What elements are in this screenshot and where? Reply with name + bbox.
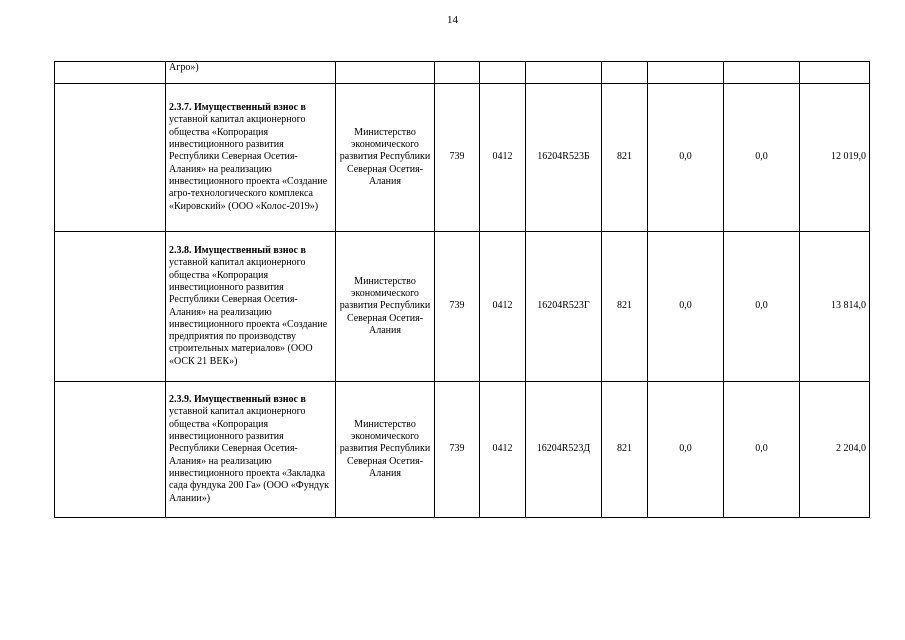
table-row bbox=[55, 62, 870, 84]
cell-code-gr: 739 bbox=[435, 84, 480, 232]
cell-amount-1: 0,0 bbox=[648, 232, 724, 382]
cell-code-cs: 16204R523Г bbox=[526, 232, 602, 382]
item-name-lead: 2.3.7. Имущественный взнос в bbox=[169, 102, 306, 114]
item-name-text: уставной капитал акционерного общества «Копрорация инвестиционного развития Республики Северная Осетия-Алания» на реализацию инвестиционного проекта «Создание агро-технологического комплекса «Кировский» (ООО «Колос-2019») bbox=[169, 114, 328, 212]
table-row bbox=[55, 232, 870, 382]
cell-amount-2 bbox=[724, 62, 800, 84]
cell-organization: Министерство экономического развития Республики Северная Осетия-Алания bbox=[336, 382, 435, 518]
item-name-text: уставной капитал акционерного общества «Копрорация инвестиционного развития Республики Северная Осетия-Алания» на реализацию инвестиционного проекта «Создание предприятия по производству строительных материалов» (ООО «ОСК 21 ВЕК») bbox=[169, 257, 328, 367]
cell-item-name bbox=[166, 84, 336, 232]
cell-code-rz bbox=[480, 62, 526, 84]
item-name-lead: 2.3.8. Имущественный взнос в bbox=[169, 245, 306, 257]
cell-organization bbox=[336, 62, 435, 84]
cell-amount-1: 0,0 bbox=[648, 84, 724, 232]
cell-amount-3: 13 814,0 bbox=[800, 232, 870, 382]
cell-amount-2: 0,0 bbox=[724, 382, 800, 518]
cell-number bbox=[55, 84, 166, 232]
cell-code-rz: 0412 bbox=[480, 382, 526, 518]
cell-code-vr: 821 bbox=[602, 382, 648, 518]
cell-item-name bbox=[166, 62, 336, 84]
cell-amount-1 bbox=[648, 62, 724, 84]
budget-table bbox=[54, 61, 870, 518]
cell-number bbox=[55, 232, 166, 382]
cell-number bbox=[55, 382, 166, 518]
cell-code-gr: 739 bbox=[435, 382, 480, 518]
cell-code-rz: 0412 bbox=[480, 84, 526, 232]
cell-code-cs: 16204R523Б bbox=[526, 84, 602, 232]
cell-item-name bbox=[166, 232, 336, 382]
item-name-text: Агро») bbox=[169, 62, 199, 73]
cell-amount-3: 12 019,0 bbox=[800, 84, 870, 232]
cell-amount-1: 0,0 bbox=[648, 382, 724, 518]
cell-code-cs bbox=[526, 62, 602, 84]
cell-code-cs: 16204R523Д bbox=[526, 382, 602, 518]
page-number: 14 bbox=[447, 14, 458, 26]
item-name-lead: 2.3.9. Имущественный взнос в bbox=[169, 394, 306, 406]
table-row bbox=[55, 382, 870, 518]
cell-amount-2: 0,0 bbox=[724, 232, 800, 382]
cell-code-vr: 821 bbox=[602, 84, 648, 232]
cell-organization: Министерство экономического развития Республики Северная Осетия-Алания bbox=[336, 84, 435, 232]
cell-amount-3: 2 204,0 bbox=[800, 382, 870, 518]
cell-number bbox=[55, 62, 166, 84]
table-row bbox=[55, 84, 870, 232]
cell-item-name bbox=[166, 382, 336, 518]
cell-code-gr: 739 bbox=[435, 232, 480, 382]
cell-amount-3 bbox=[800, 62, 870, 84]
cell-code-vr: 821 bbox=[602, 232, 648, 382]
cell-code-gr bbox=[435, 62, 480, 84]
cell-amount-2: 0,0 bbox=[724, 84, 800, 232]
cell-code-rz: 0412 bbox=[480, 232, 526, 382]
cell-organization: Министерство экономического развития Республики Северная Осетия-Алания bbox=[336, 232, 435, 382]
cell-code-vr bbox=[602, 62, 648, 84]
item-name-text: уставной капитал акционерного общества «Копрорация инвестиционного развития Республики Северная Осетия-Алания» на реализацию инвестиционного проекта «Закладка сада фундука 200 Га» (ООО «Фундук Алании») bbox=[169, 406, 330, 504]
